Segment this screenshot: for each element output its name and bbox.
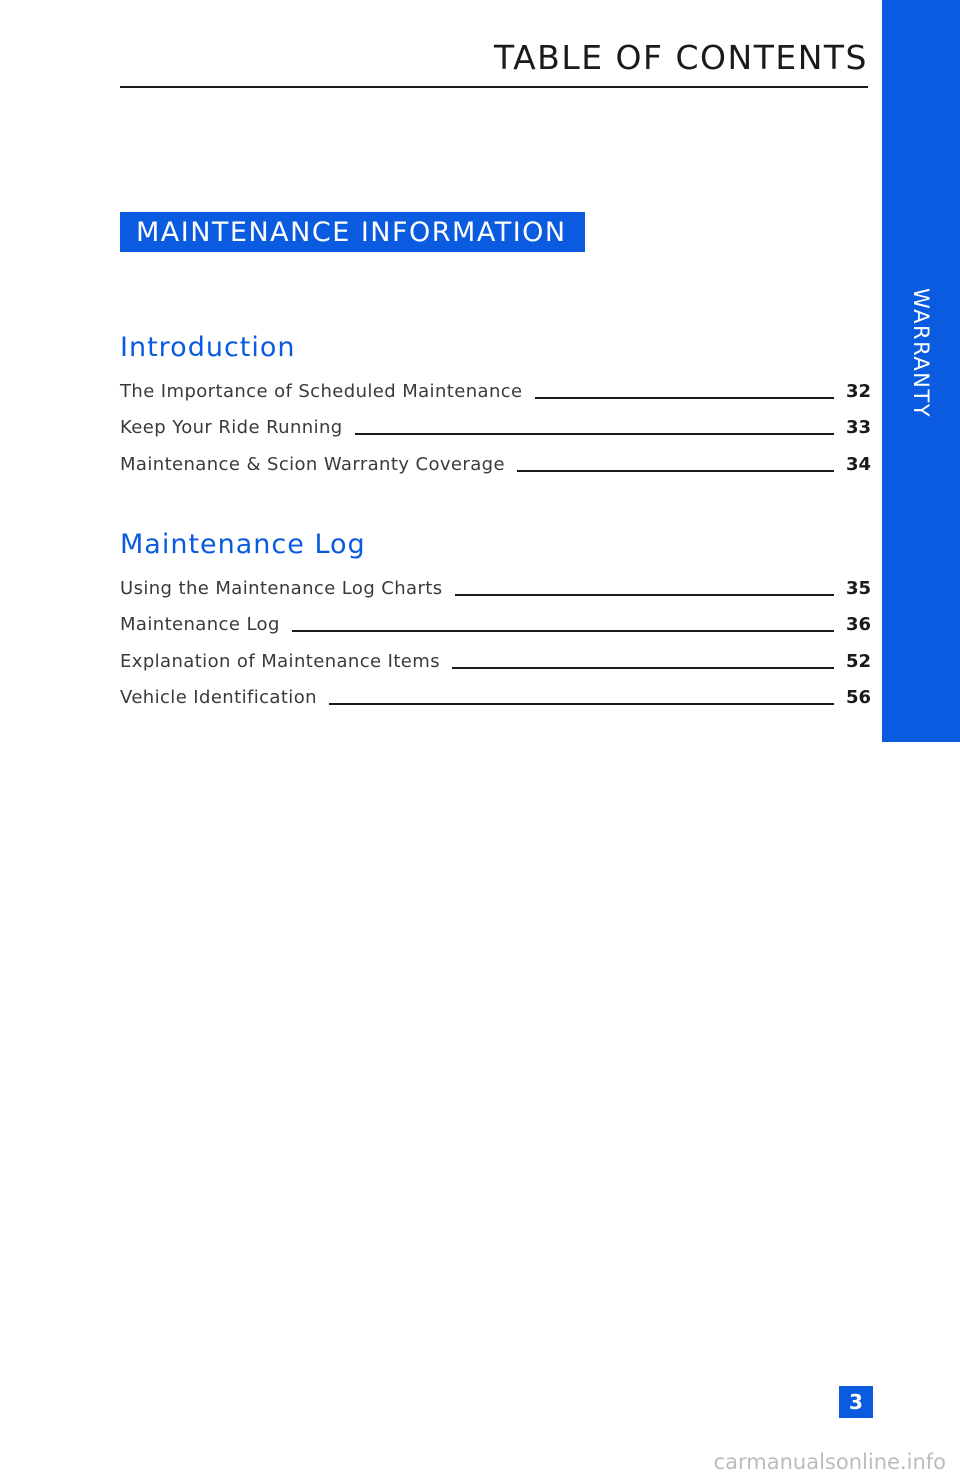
watermark: carmanualsonline.info bbox=[713, 1450, 946, 1474]
leader-line bbox=[517, 470, 834, 472]
toc-entry[interactable] bbox=[120, 606, 872, 643]
side-tab-warranty[interactable] bbox=[882, 0, 960, 742]
toc-group-introduction bbox=[120, 328, 872, 482]
side-tab-label: WARRANTY bbox=[909, 288, 933, 419]
leader-line bbox=[329, 703, 834, 705]
toc-entry-label: The Importance of Scheduled Maintenance bbox=[120, 380, 523, 402]
toc-entry-label: Keep Your Ride Running bbox=[120, 417, 343, 438]
leader-line bbox=[292, 630, 834, 632]
leader-line bbox=[452, 667, 834, 669]
section-banner-label: MAINTENANCE INFORMATION bbox=[136, 216, 567, 248]
section-banner bbox=[120, 212, 585, 252]
toc-entry-page: 35 bbox=[846, 577, 872, 599]
toc-entry-page: 34 bbox=[846, 453, 872, 475]
toc-entry-page: 33 bbox=[846, 417, 872, 438]
page-number: 3 bbox=[849, 1390, 863, 1414]
toc-entry[interactable] bbox=[120, 372, 872, 409]
toc-entry-page: 32 bbox=[846, 380, 872, 402]
toc-entry-label: Vehicle Identification bbox=[120, 687, 317, 708]
toc-entry[interactable] bbox=[120, 445, 872, 482]
group-heading: Maintenance Log bbox=[120, 529, 366, 560]
toc-entry-page: 52 bbox=[846, 650, 872, 672]
group-heading: Introduction bbox=[120, 332, 296, 363]
toc-entry[interactable] bbox=[120, 569, 872, 606]
leader-line bbox=[355, 433, 834, 435]
toc-entry-label: Explanation of Maintenance Items bbox=[120, 650, 440, 672]
page-number-badge bbox=[839, 1386, 873, 1418]
toc-entry-label: Maintenance Log bbox=[120, 614, 280, 635]
toc-entry[interactable] bbox=[120, 409, 872, 446]
toc-entry-label: Maintenance & Scion Warranty Coverage bbox=[120, 453, 505, 475]
leader-line bbox=[535, 397, 834, 399]
page-title: TABLE OF CONTENTS bbox=[494, 38, 868, 77]
toc-entry[interactable] bbox=[120, 642, 872, 679]
toc-entry-list bbox=[120, 372, 872, 482]
toc-entry-page: 56 bbox=[846, 687, 872, 708]
toc-entry-list bbox=[120, 569, 872, 715]
toc-entry-page: 36 bbox=[846, 614, 872, 635]
toc-entry-label: Using the Maintenance Log Charts bbox=[120, 577, 443, 599]
toc-entry[interactable] bbox=[120, 679, 872, 716]
title-divider bbox=[120, 86, 868, 88]
leader-line bbox=[455, 594, 834, 596]
toc-group-maintenance-log bbox=[120, 525, 872, 715]
